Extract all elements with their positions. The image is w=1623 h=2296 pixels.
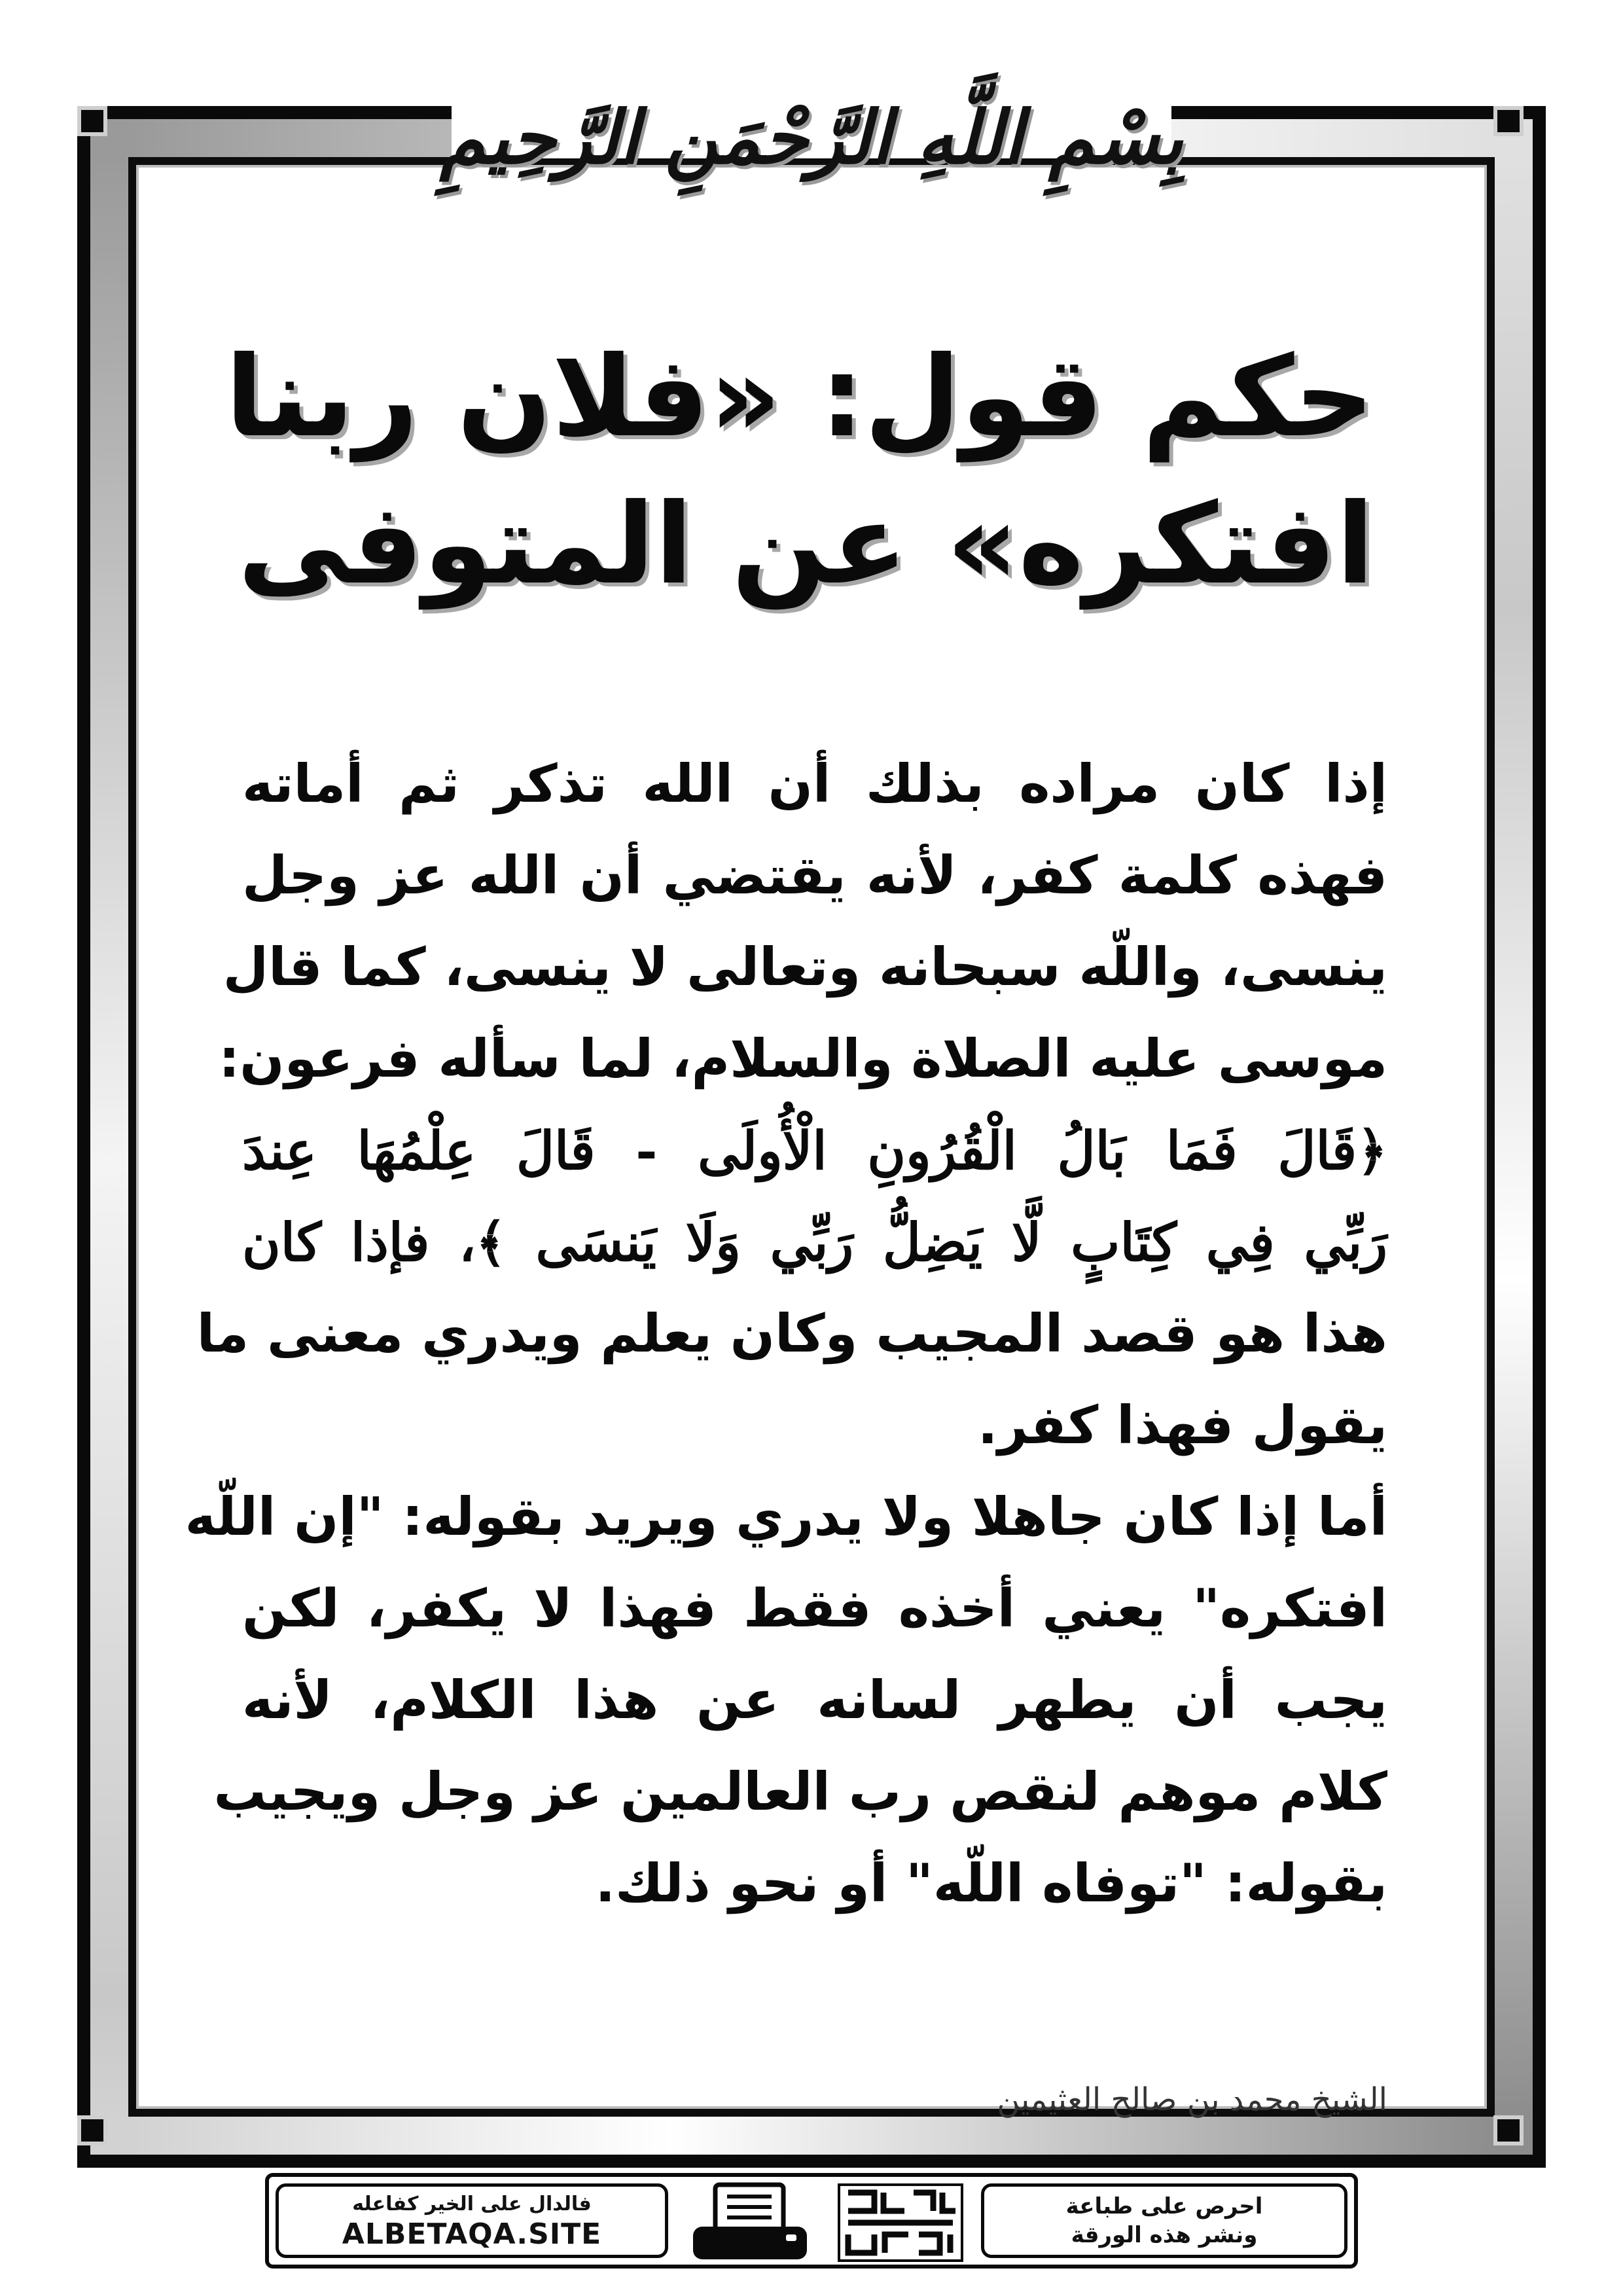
title-line-2: افتكره» عن المتوفى bbox=[238, 480, 1374, 609]
fatwa-body bbox=[185, 738, 1387, 1929]
basmala-calligraphy bbox=[440, 52, 1183, 223]
body-line: إذا كان مراده بذلك أن الله تذكر ثم أماته bbox=[242, 753, 1387, 814]
body-line: هذا هو قصد المجيب وكان يعلم ويدري معنى ما bbox=[196, 1303, 1387, 1364]
author-attribution: الشيخ محمد بن صالح العثيمين bbox=[997, 2081, 1387, 2118]
footer-tagline: فالدال على الخير كفاعله bbox=[352, 2192, 592, 2215]
dawah-logo-text: دعوة الورقة bbox=[901, 2263, 904, 2264]
basmala-text: بِسْمِ اللَّهِ الرَّحْمَنِ الرَّحِيمِ bbox=[440, 94, 1183, 181]
body-line: أما إذا كان جاهلا ولا يدري ويريد بقوله: "إن اللّه bbox=[185, 1486, 1387, 1547]
quran-verse-line: رَبِّي فِي كِتَابٍ لَّا يَضِلُّ رَبِّي وَلَا يَنسَى ﴾، فإذا كان bbox=[242, 1211, 1387, 1273]
frame-corner-top-left bbox=[77, 106, 107, 136]
footer-banner bbox=[265, 2173, 1358, 2269]
body-line: كلام موهم لنقص رب العالمين عز وجل ويجيب bbox=[213, 1761, 1387, 1822]
footer-site-box bbox=[276, 2183, 668, 2258]
print-note-line-1: احرص على طباعة bbox=[1065, 2193, 1263, 2219]
dawah-logo-icon bbox=[835, 2181, 966, 2265]
title-line-1: حكم قول: «فلان ربنا bbox=[225, 332, 1374, 462]
page-title bbox=[225, 324, 1374, 619]
print-note-line-2: ونشر هذه الورقة bbox=[1071, 2222, 1258, 2248]
body-line: ينسى، واللّه سبحانه وتعالى لا ينسى، كما قال bbox=[223, 937, 1387, 997]
body-line: يجب أن يطهر لسانه عن هذا الكلام، لأنه bbox=[242, 1670, 1387, 1731]
body-line: موسى عليه الصلاة والسلام، لما سأله فرعون: bbox=[219, 1028, 1387, 1089]
body-line: فهذه كلمة كفر، لأنه يقتضي أن الله عز وجل bbox=[242, 845, 1387, 906]
frame-corner-top-right bbox=[1493, 106, 1524, 136]
body-line: يقول فهذا كفر. bbox=[978, 1395, 1387, 1456]
frame-corner-bottom-right bbox=[1493, 2115, 1524, 2145]
frame-corner-bottom-left bbox=[77, 2115, 107, 2145]
body-line: افتكره" يعني أخذه فقط فهذا لا يكفر، لكن bbox=[242, 1578, 1387, 1639]
footer-site-link[interactable]: ALBETAQA.SITE bbox=[342, 2217, 602, 2251]
quran-verse-line: ﴿قَالَ فَمَا بَالُ الْقُرُونِ الْأُولَى - قَالَ عِلْمُهَا عِندَ bbox=[242, 1120, 1387, 1181]
footer-print-note bbox=[981, 2183, 1347, 2258]
printer-icon bbox=[688, 2181, 812, 2265]
body-line: بقوله: "توفاه اللّه" أو نحو ذلك. bbox=[595, 1853, 1387, 1914]
